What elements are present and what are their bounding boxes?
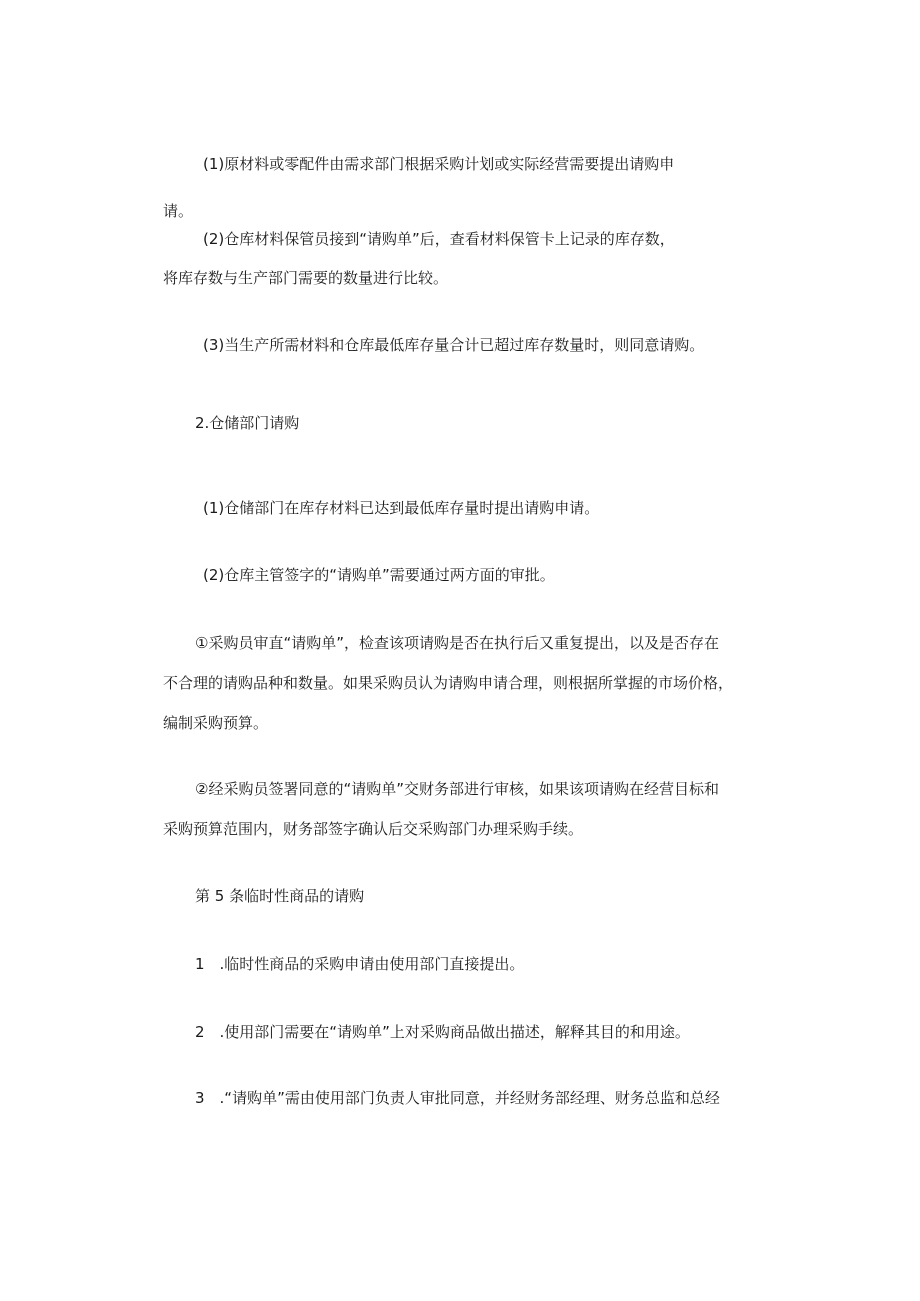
paragraph-line: ①采购员审直“请购单”，检查该项请购是否在执行后又重复提出，以及是否存在 xyxy=(195,634,719,652)
paragraph-line: ②经采购员签署同意的“请购单”交财务部进行审核，如果该项请购在经营目标和 xyxy=(195,780,719,798)
paragraph-line: (3)当生产所需材料和仓库最低库存量合计已超过库存数量时，则同意请购。 xyxy=(203,336,705,354)
list-item: 3 .“请购单”需由使用部门负责人审批同意，并经财务部经理、财务总监和总经 xyxy=(195,1089,720,1107)
list-item: 1 .临时性商品的采购申请由使用部门直接提出。 xyxy=(195,955,525,973)
paragraph-line: (1)仓储部门在库存材料已达到最低库存量时提出请购申请。 xyxy=(203,499,600,517)
paragraph-line: (2)仓库材料保管员接到“请购单”后，查看材料保管卡上记录的库存数， xyxy=(203,230,675,248)
section-heading: 2.仓储部门请购 xyxy=(195,414,300,432)
article-heading: 第 5 条临时性商品的请购 xyxy=(195,887,365,905)
paragraph-line: 请。 xyxy=(163,202,194,220)
paragraph-line: 不合理的请购品种和数量。如果采购员认为请购申请合理，则根据所掌握的市场价格， xyxy=(163,674,734,692)
list-item: 2 .使用部门需要在“请购单”上对采购商品做出描述，解释其目的和用途。 xyxy=(195,1023,690,1041)
paragraph-line: 将库存数与生产部门需要的数量进行比较。 xyxy=(163,269,449,287)
paragraph-line: (1)原材料或零配件由需求部门根据采购计划或实际经营需要提出请购申 xyxy=(203,155,675,173)
paragraph-line: 编制采购预算。 xyxy=(163,714,269,732)
paragraph-line: 采购预算范围内，财务部签字确认后交采购部门办理采购手续。 xyxy=(163,820,584,838)
paragraph-line: (2)仓库主管签字的“请购单”需要通过两方面的审批。 xyxy=(203,566,555,584)
